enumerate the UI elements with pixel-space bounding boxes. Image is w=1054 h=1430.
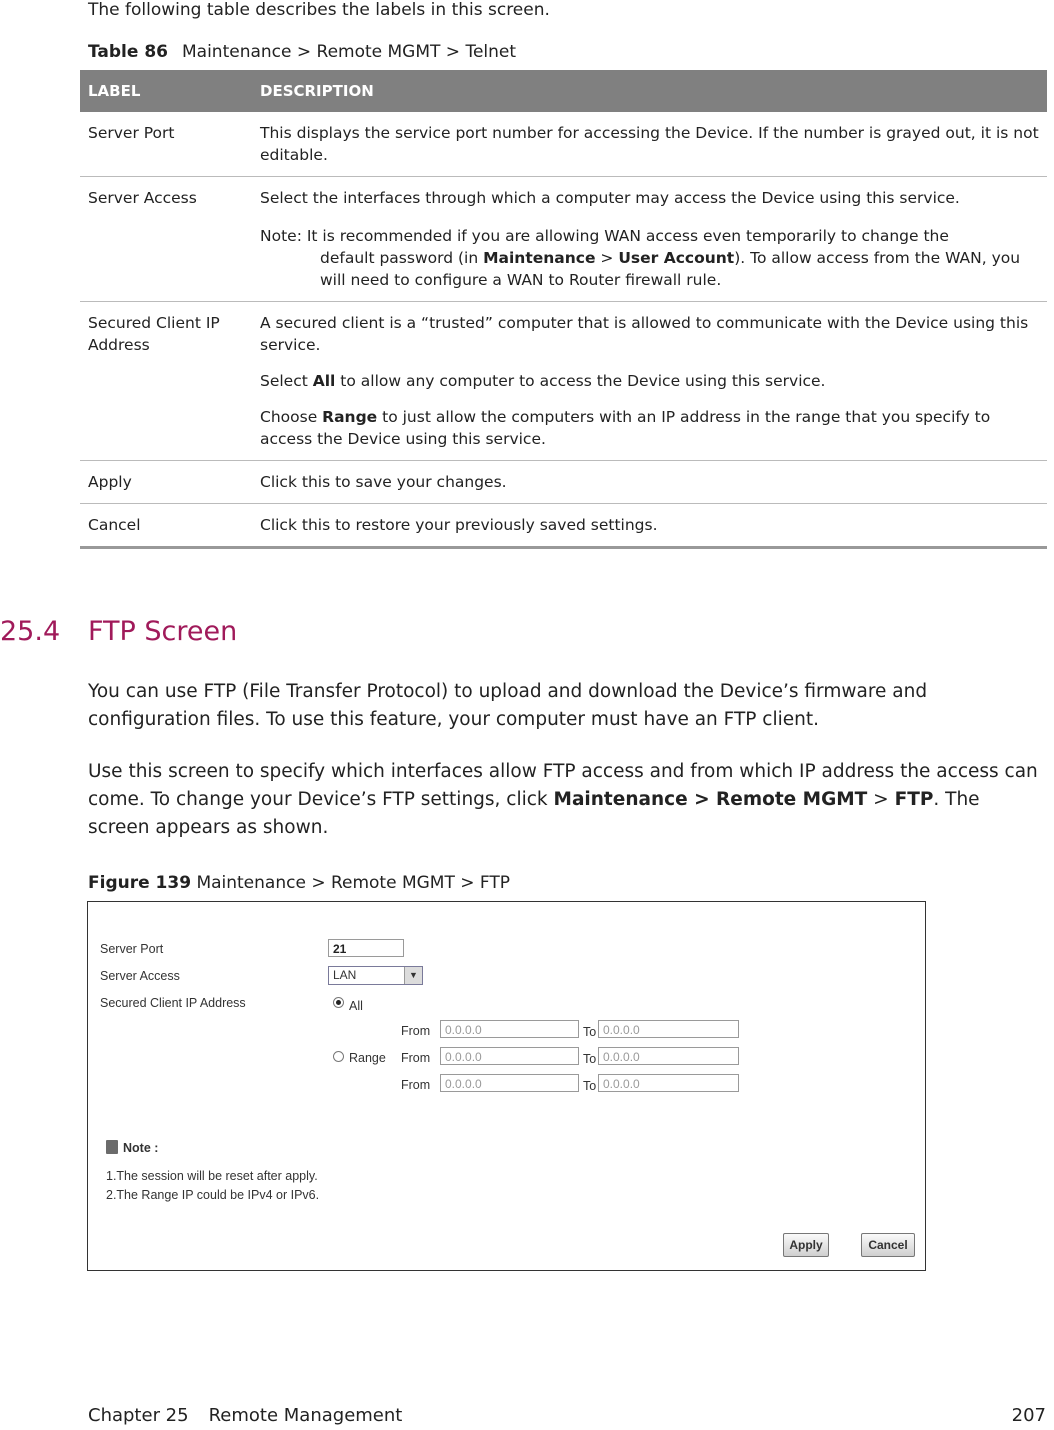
figure-caption [88,873,510,893]
radio-all-label: All [349,999,363,1013]
text: > [867,789,895,810]
header-label: LABEL [80,70,252,112]
table-header-row [80,70,1047,112]
note-bold-maintenance: Maintenance [483,249,596,267]
row-description: This displays the service port number for accessing the Device. If the number is grayed out, it is not editable. [252,112,1047,177]
footer-page-number: 207 [1011,1405,1046,1426]
figure-title: Maintenance > Remote MGMT > FTP [196,873,511,893]
row-label: Secured Client IP Address [80,302,252,461]
note-line-1: 1.The session will be reset after apply. [106,1169,318,1183]
bold-menu-path: Maintenance > Remote MGMT [553,789,868,810]
section-number: 25.4 [0,616,61,647]
note-separator: > [595,249,619,267]
to-ip-input-3[interactable]: 0.0.0.0 [598,1074,739,1092]
figure-number: Figure 139 [88,873,192,893]
note-continuation [260,247,1039,291]
server-access-value: LAN [333,968,357,982]
secured-client-label: Secured Client IP Address [100,996,246,1010]
footer-chapter [88,1405,402,1426]
from-label: From [401,1051,431,1065]
row-description [252,177,1047,302]
to-label: To [583,1025,597,1039]
radio-range[interactable] [333,1051,344,1062]
note-line-2: 2.The Range IP could be IPv4 or IPv6. [106,1188,320,1202]
row-label: Cancel [80,504,252,548]
section-paragraph-2 [88,758,1038,842]
row-label: Apply [80,461,252,504]
footer-chapter-number: Chapter 25 [88,1405,189,1426]
text: . The screen appears as shown. [88,789,980,838]
from-ip-input-1[interactable]: 0.0.0.0 [440,1020,579,1038]
server-access-note [260,225,1039,291]
header-description: DESCRIPTION [252,70,1047,112]
from-label: From [401,1078,431,1092]
to-label: To [583,1052,597,1066]
row-description [252,302,1047,461]
row-label: Server Port [80,112,252,177]
table-number: Table 86 [88,42,168,62]
table-row [80,177,1047,302]
intro-text: The following table describes the labels in this screen. [88,0,550,20]
table-title: Maintenance > Remote MGMT > Telnet [181,42,517,62]
from-ip-input-2[interactable]: 0.0.0.0 [440,1047,579,1065]
bold-ftp: FTP [894,789,934,810]
section-heading [0,616,237,647]
bold-all: All [312,372,336,390]
text: Select [260,372,313,390]
to-ip-input-2[interactable]: 0.0.0.0 [598,1047,739,1065]
server-access-select[interactable] [328,966,423,985]
from-ip-input-3[interactable]: 0.0.0.0 [440,1074,579,1092]
note-text-end: ). To allow access from the WAN, you will need to configure a WAN to Router firewall rule. [320,249,1021,289]
note-first-line: Note: It is recommended if you are allowing WAN access even temporarily to change the [260,227,949,245]
note-text: default password (in [320,249,484,267]
table-row [80,112,1047,177]
note-title: Note : [123,1141,159,1155]
row-label: Server Access [80,177,252,302]
label-description-table [80,70,1047,549]
bold-range: Range [322,408,378,426]
text: to allow any computer to access the Device using this service. [335,372,826,390]
row-description: Click this to restore your previously saved settings. [252,504,1047,548]
to-label: To [583,1079,597,1093]
server-access-label: Server Access [100,969,180,983]
cancel-button[interactable]: Cancel [861,1233,915,1257]
from-label: From [401,1024,431,1038]
row-description-text: A secured client is a “trusted” computer that is allowed to communicate with the Device using this service. [260,314,1029,354]
chevron-down-icon[interactable]: ▼ [404,967,422,984]
note-bold-user-account: User Account [618,249,735,267]
text: Choose [260,408,323,426]
select-all-text [260,370,1039,392]
text: Use this screen to specify which interfaces allow FTP access and from which IP address the access can come. To change your Device’s FTP settings, click [88,761,1038,810]
apply-button[interactable]: Apply [783,1233,829,1257]
radio-range-label: Range [349,1051,386,1065]
row-description-text: Select the interfaces through which a computer may access the Device using this service. [260,189,960,207]
text: to just allow the computers with an IP address in the range that you specify to access the Device using this service. [260,408,991,448]
table-row [80,461,1047,504]
row-description: Click this to save your changes. [252,461,1047,504]
server-port-label: Server Port [100,942,164,956]
server-port-input[interactable]: 21 [328,939,404,957]
radio-all[interactable] [333,997,344,1008]
to-ip-input-1[interactable]: 0.0.0.0 [598,1020,739,1038]
note-icon [106,1140,118,1154]
table-row [80,302,1047,461]
choose-range-text [260,406,1039,450]
ftp-settings-screenshot [87,901,926,1271]
footer-chapter-title: Remote Management [208,1405,403,1426]
table-caption [88,42,516,62]
section-title: FTP Screen [88,616,238,647]
section-paragraph-1: You can use FTP (File Transfer Protocol) to upload and download the Device’s firmware and configuration files. To use this feature, your computer must have an FTP client. [88,681,928,730]
table-row [80,504,1047,548]
